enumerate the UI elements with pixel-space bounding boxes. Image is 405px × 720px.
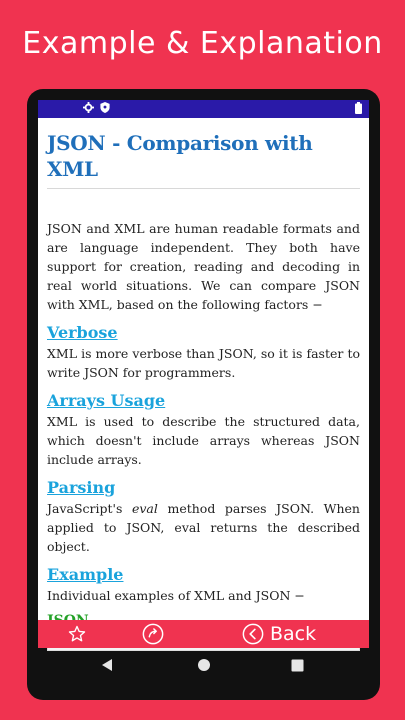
gear-icon <box>83 102 94 117</box>
parsing-text-eval: eval <box>131 501 158 516</box>
section-heading-verbose: Verbose <box>47 323 118 342</box>
battery-icon <box>355 102 362 118</box>
article-content[interactable] <box>38 118 369 620</box>
page-title: JSON - Comparison with XML <box>47 131 313 181</box>
promo-title: Example & Explanation <box>22 26 383 61</box>
section-text-verbose: XML is more verbose than JSON, so it is faster to write JSON for programmers. <box>47 346 360 380</box>
nav-recents-icon[interactable] <box>291 657 304 676</box>
parsing-text-start: JavaScript's <box>47 501 132 516</box>
shield-icon <box>100 102 110 117</box>
section-heading-parsing: Parsing <box>47 478 116 497</box>
section-text-parsing <box>47 499 360 556</box>
section-heading-example: Example <box>47 565 124 584</box>
nav-home-icon[interactable] <box>197 657 211 676</box>
section-text-arrays-usage: XML is used to describe the structured data, which doesn't include arrays whereas JSON include arrays. <box>47 414 360 467</box>
parsing-text-end: method parses JSON. When applied to JSON, eval returns the described object. <box>47 501 360 554</box>
back-label: Back <box>270 623 317 645</box>
section-heading-arrays-usage: Arrays Usage <box>47 391 166 410</box>
intro-paragraph: JSON and XML are human readable formats and are language independent. They both have support for creation, reading and decoding in real world situations. We can compare JSON with XML, based on the following factors − <box>47 221 360 312</box>
star-icon[interactable] <box>68 625 86 643</box>
back-icon <box>242 623 264 645</box>
section-text-example: Individual examples of XML and JSON − <box>47 588 305 603</box>
app-screen <box>38 100 369 648</box>
status-bar <box>38 100 369 118</box>
back-button[interactable] <box>242 623 316 645</box>
bottom-bar <box>38 620 369 648</box>
system-nav-bar <box>38 648 369 680</box>
share-icon[interactable] <box>142 623 164 645</box>
title-divider <box>47 188 360 189</box>
nav-back-icon[interactable] <box>100 657 114 676</box>
